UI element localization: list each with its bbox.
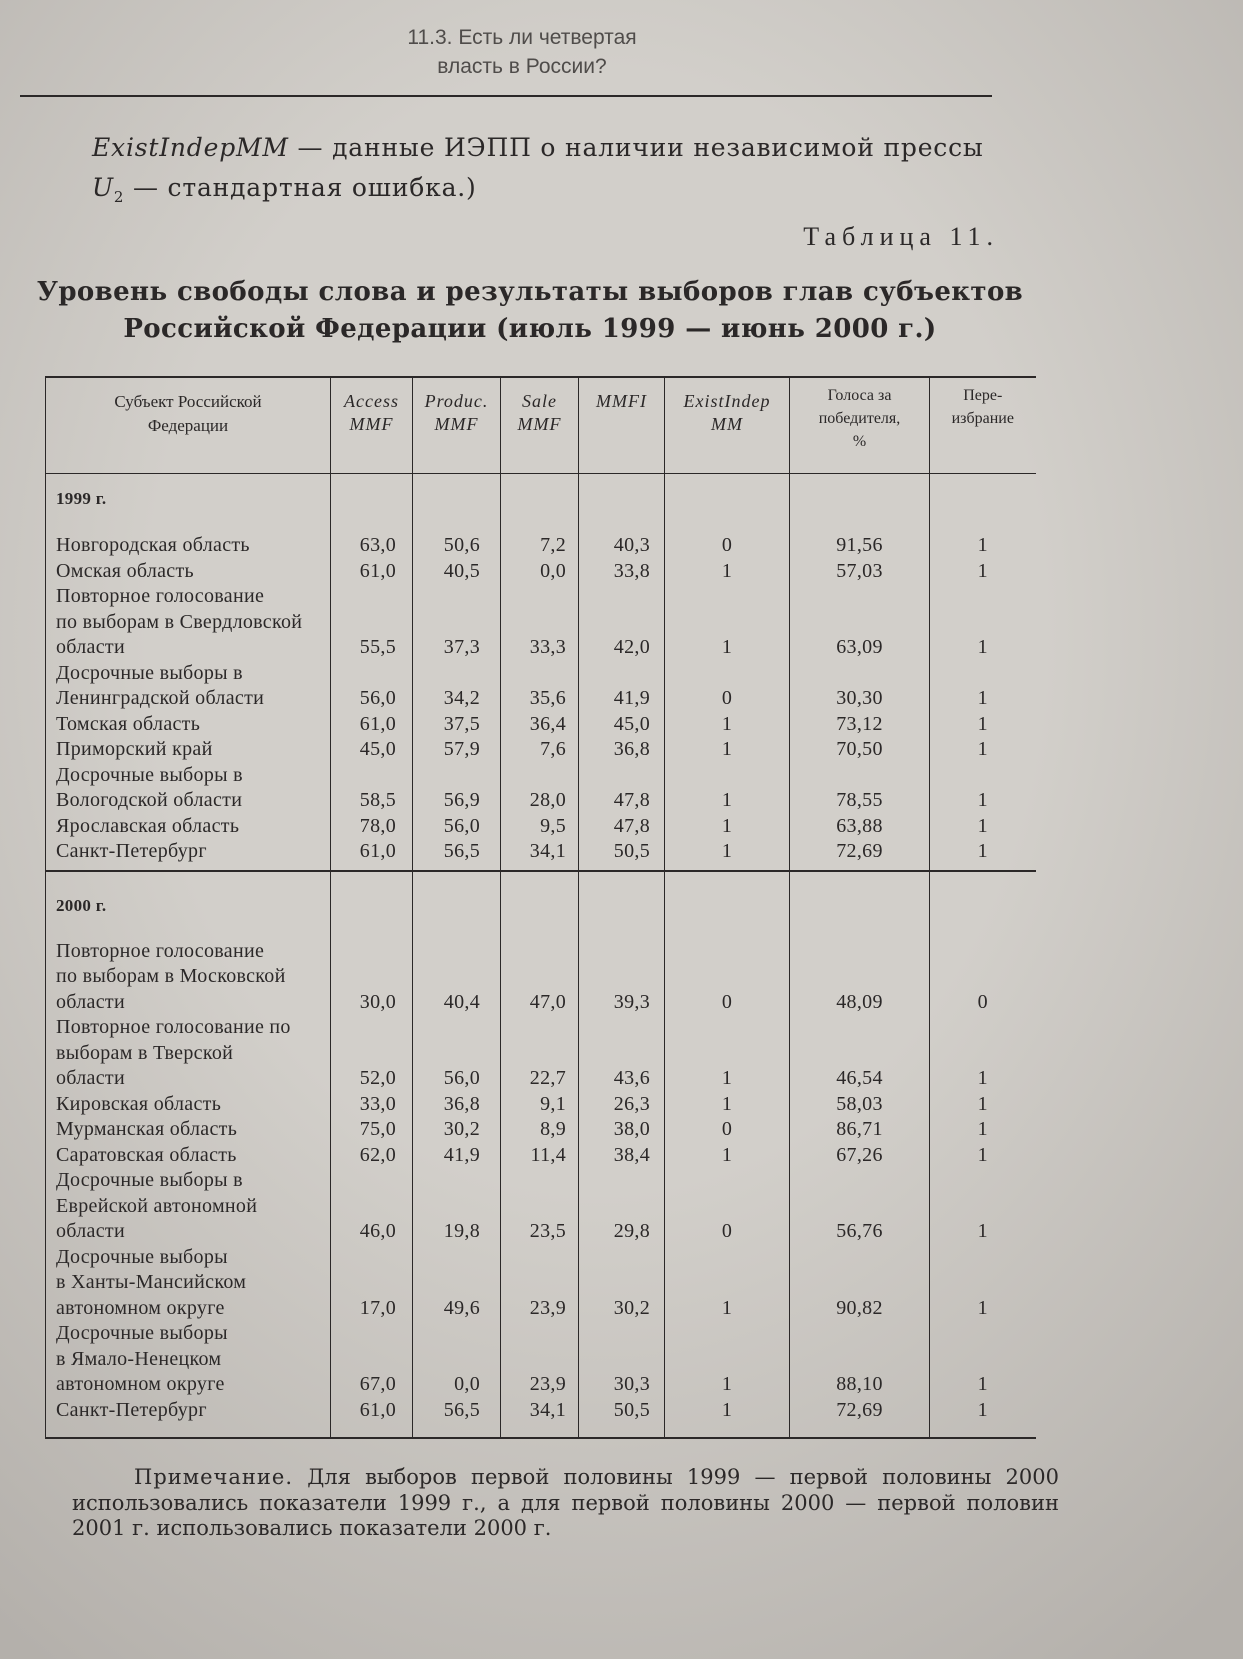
section-label: 1999 г.: [46, 473, 331, 533]
cell-access: 61,0: [331, 1398, 413, 1424]
cell-access: 67,0: [331, 1321, 413, 1398]
cell-subject: Санкт-Петербург: [46, 1398, 331, 1424]
cell-sale: 33,3: [501, 584, 579, 661]
empty-cell: [930, 473, 1036, 533]
note-text: Для выборов первой половины 1999 — первой половины 2000: [307, 1465, 1059, 1489]
empty-cell: [665, 473, 790, 533]
cell-reelection: 1: [930, 814, 1036, 840]
empty-cell: [930, 1423, 1036, 1438]
cell-sale: 34,1: [501, 839, 579, 865]
header-rule: [20, 95, 992, 97]
cell-votes: 72,69: [790, 839, 930, 865]
cell-produc: 57,9: [413, 737, 501, 763]
data-table: [45, 376, 1036, 1439]
table-row: [46, 1092, 1036, 1118]
cell-mmfi: 38,0: [579, 1117, 665, 1143]
note-line: использовались показатели 1999 г., а для первой половины 2000 — первой половин: [72, 1490, 1059, 1515]
table-row: [46, 1321, 1036, 1398]
cell-reelection: 1: [930, 712, 1036, 738]
table-row: [46, 737, 1036, 763]
empty-cell: [790, 473, 930, 533]
table-row: [46, 1398, 1036, 1424]
column-header-mmfi: MMFI: [579, 377, 665, 473]
cell-access: 56,0: [331, 661, 413, 712]
cell-existindep: 0: [665, 661, 790, 712]
cell-access: 61,0: [331, 839, 413, 865]
empty-cell: [331, 1423, 413, 1438]
cell-subject: Омская область: [46, 559, 331, 585]
intro-description: — данные ИЭПП о наличии независимой прессы: [297, 133, 984, 162]
cell-reelection: 1: [930, 1168, 1036, 1245]
cell-subject: Повторное голосование по выборам в Тверской области: [46, 1015, 331, 1092]
cell-sale: 28,0: [501, 763, 579, 814]
table-row: [46, 533, 1036, 559]
empty-cell: [501, 871, 579, 939]
section-label-row: [46, 871, 1036, 939]
cell-produc: 0,0: [413, 1321, 501, 1398]
cell-produc: 50,6: [413, 533, 501, 559]
cell-existindep: 1: [665, 1398, 790, 1424]
table-row: [46, 1015, 1036, 1092]
cell-mmfi: 50,5: [579, 839, 665, 865]
cell-existindep: 1: [665, 763, 790, 814]
cell-existindep: 1: [665, 584, 790, 661]
cell-sale: 23,5: [501, 1168, 579, 1245]
cell-subject: Кировская область: [46, 1092, 331, 1118]
cell-access: 55,5: [331, 584, 413, 661]
table-row: [46, 1117, 1036, 1143]
cell-subject: Мурманская область: [46, 1117, 331, 1143]
intro-line: [92, 168, 984, 208]
cell-sale: 23,9: [501, 1245, 579, 1322]
cell-mmfi: 47,8: [579, 763, 665, 814]
intro-subscript: 2: [113, 188, 125, 206]
cell-produc: 37,3: [413, 584, 501, 661]
cell-existindep: 0: [665, 1117, 790, 1143]
cell-produc: 37,5: [413, 712, 501, 738]
table-title: [35, 274, 1025, 348]
note-line: [72, 1465, 1059, 1491]
column-header-produc: Produc. MMF: [413, 377, 501, 473]
cell-produc: 40,5: [413, 559, 501, 585]
running-head: [0, 23, 1044, 81]
cell-subject: Досрочные выборы в Вологодской области: [46, 763, 331, 814]
table-row: [46, 584, 1036, 661]
cell-votes: 30,30: [790, 661, 930, 712]
cell-votes: 70,50: [790, 737, 930, 763]
cell-reelection: 1: [930, 737, 1036, 763]
cell-existindep: 0: [665, 533, 790, 559]
cell-mmfi: 47,8: [579, 814, 665, 840]
cell-access: 33,0: [331, 1092, 413, 1118]
cell-access: 58,5: [331, 763, 413, 814]
cell-existindep: 1: [665, 814, 790, 840]
empty-cell: [665, 871, 790, 939]
column-header-votes: Голоса за победителя, %: [790, 377, 930, 473]
cell-subject: Санкт-Петербург: [46, 839, 331, 865]
table-row: [46, 559, 1036, 585]
header-row: [46, 377, 1036, 473]
cell-mmfi: 29,8: [579, 1168, 665, 1245]
intro-term: ExistIndepMM: [92, 133, 289, 162]
table-row: [46, 712, 1036, 738]
cell-produc: 49,6: [413, 1245, 501, 1322]
cell-sale: 47,0: [501, 939, 579, 1016]
cell-reelection: 1: [930, 1321, 1036, 1398]
cell-sale: 36,4: [501, 712, 579, 738]
cell-access: 78,0: [331, 814, 413, 840]
cell-votes: 78,55: [790, 763, 930, 814]
cell-existindep: 1: [665, 1092, 790, 1118]
cell-subject: Досрочные выборы в Ленинградской области: [46, 661, 331, 712]
cell-sale: 35,6: [501, 661, 579, 712]
empty-cell: [579, 871, 665, 939]
empty-cell: [665, 1423, 790, 1438]
cell-mmfi: 26,3: [579, 1092, 665, 1118]
intro-text: [92, 128, 984, 208]
empty-cell: [579, 473, 665, 533]
cell-existindep: 1: [665, 1321, 790, 1398]
note-label: Примечание.: [134, 1465, 294, 1489]
cell-existindep: 0: [665, 1168, 790, 1245]
cell-votes: 73,12: [790, 712, 930, 738]
cell-votes: 48,09: [790, 939, 930, 1016]
cell-reelection: 1: [930, 1092, 1036, 1118]
cell-subject: Приморский край: [46, 737, 331, 763]
cell-access: 61,0: [331, 712, 413, 738]
empty-cell: [930, 871, 1036, 939]
table-row: [46, 661, 1036, 712]
table-label: Таблица 11.: [803, 222, 999, 251]
empty-cell: [331, 473, 413, 533]
cell-votes: 63,88: [790, 814, 930, 840]
intro-line: [92, 128, 984, 168]
cell-subject: Повторное голосование по выборам в Свердловской области: [46, 584, 331, 661]
cell-produc: 56,5: [413, 1398, 501, 1424]
cell-produc: 56,5: [413, 839, 501, 865]
cell-existindep: 1: [665, 1015, 790, 1092]
cell-sale: 0,0: [501, 559, 579, 585]
cell-existindep: 0: [665, 939, 790, 1016]
cell-access: 75,0: [331, 1117, 413, 1143]
cell-subject: Повторное голосование по выборам в Московской области: [46, 939, 331, 1016]
cell-produc: 56,0: [413, 814, 501, 840]
cell-sale: 7,2: [501, 533, 579, 559]
empty-cell: [790, 1423, 930, 1438]
cell-sale: 9,1: [501, 1092, 579, 1118]
cell-existindep: 1: [665, 1143, 790, 1169]
cell-mmfi: 43,6: [579, 1015, 665, 1092]
cell-votes: 91,56: [790, 533, 930, 559]
cell-subject: Томская область: [46, 712, 331, 738]
empty-cell: [331, 871, 413, 939]
cell-subject: Ярославская область: [46, 814, 331, 840]
intro-term: U: [92, 173, 114, 202]
cell-mmfi: 33,8: [579, 559, 665, 585]
cell-sale: 22,7: [501, 1015, 579, 1092]
cell-mmfi: 41,9: [579, 661, 665, 712]
cell-existindep: 1: [665, 737, 790, 763]
table-row: [46, 1168, 1036, 1245]
cell-sale: 8,9: [501, 1117, 579, 1143]
empty-cell: [46, 1423, 331, 1438]
running-head-line: 11.3. Есть ли четвертая: [407, 26, 637, 49]
cell-existindep: 1: [665, 712, 790, 738]
cell-reelection: 1: [930, 1245, 1036, 1322]
table-row: [46, 1245, 1036, 1322]
empty-cell: [413, 871, 501, 939]
intro-description: — стандартная ошибка.): [132, 173, 477, 202]
cell-mmfi: 38,4: [579, 1143, 665, 1169]
section-spacer-row: [46, 1423, 1036, 1438]
cell-mmfi: 50,5: [579, 1398, 665, 1424]
cell-reelection: 0: [930, 939, 1036, 1016]
cell-produc: 30,2: [413, 1117, 501, 1143]
cell-produc: 19,8: [413, 1168, 501, 1245]
empty-cell: [501, 1423, 579, 1438]
cell-votes: 63,09: [790, 584, 930, 661]
cell-produc: 34,2: [413, 661, 501, 712]
running-head-line: власть в России?: [437, 55, 607, 78]
empty-cell: [413, 1423, 501, 1438]
table-row: [46, 763, 1036, 814]
cell-subject: Досрочные выборы в Ямало-Ненецком автономном округе: [46, 1321, 331, 1398]
table-row: [46, 939, 1036, 1016]
cell-reelection: 1: [930, 1143, 1036, 1169]
cell-votes: 86,71: [790, 1117, 930, 1143]
cell-existindep: 1: [665, 839, 790, 865]
cell-subject: Саратовская область: [46, 1143, 331, 1169]
cell-reelection: 1: [930, 1117, 1036, 1143]
empty-cell: [790, 871, 930, 939]
note-line: 2001 г. использовались показатели 2000 г.: [72, 1516, 552, 1540]
cell-produc: 41,9: [413, 1143, 501, 1169]
table-header: [46, 377, 1036, 473]
cell-access: 46,0: [331, 1168, 413, 1245]
section-label: 2000 г.: [46, 871, 331, 939]
cell-votes: 56,76: [790, 1168, 930, 1245]
cell-produc: 56,9: [413, 763, 501, 814]
cell-mmfi: 45,0: [579, 712, 665, 738]
empty-cell: [579, 1423, 665, 1438]
cell-produc: 56,0: [413, 1015, 501, 1092]
cell-access: 30,0: [331, 939, 413, 1016]
cell-reelection: 1: [930, 533, 1036, 559]
cell-access: 45,0: [331, 737, 413, 763]
cell-existindep: 1: [665, 559, 790, 585]
cell-reelection: 1: [930, 1015, 1036, 1092]
cell-votes: 90,82: [790, 1245, 930, 1322]
table-row: [46, 814, 1036, 840]
cell-reelection: 1: [930, 1398, 1036, 1424]
section-label-row: [46, 473, 1036, 533]
cell-votes: 57,03: [790, 559, 930, 585]
cell-mmfi: 30,3: [579, 1321, 665, 1398]
cell-subject: Досрочные выборы в Ханты-Мансийском автономном округе: [46, 1245, 331, 1322]
cell-mmfi: 39,3: [579, 939, 665, 1016]
cell-votes: 88,10: [790, 1321, 930, 1398]
cell-reelection: 1: [930, 763, 1036, 814]
table-title-line: Уровень свободы слова и результаты выборов глав субъектов: [36, 277, 1024, 307]
table-title-line: Российской Федерации (июль 1999 — июнь 2000 г.): [123, 314, 937, 344]
cell-sale: 34,1: [501, 1398, 579, 1424]
table-body: [46, 473, 1036, 1438]
table-note: [72, 1465, 1059, 1542]
cell-subject: Новгородская область: [46, 533, 331, 559]
cell-sale: 11,4: [501, 1143, 579, 1169]
cell-votes: 72,69: [790, 1398, 930, 1424]
empty-cell: [501, 473, 579, 533]
column-header-sale: Sale MMF: [501, 377, 579, 473]
cell-mmfi: 42,0: [579, 584, 665, 661]
cell-reelection: 1: [930, 839, 1036, 865]
cell-access: 52,0: [331, 1015, 413, 1092]
column-header-existindep: ExistIndep MM: [665, 377, 790, 473]
cell-produc: 40,4: [413, 939, 501, 1016]
cell-sale: 7,6: [501, 737, 579, 763]
cell-existindep: 1: [665, 1245, 790, 1322]
cell-access: 62,0: [331, 1143, 413, 1169]
cell-votes: 46,54: [790, 1015, 930, 1092]
cell-reelection: 1: [930, 661, 1036, 712]
cell-sale: 23,9: [501, 1321, 579, 1398]
cell-mmfi: 40,3: [579, 533, 665, 559]
cell-access: 63,0: [331, 533, 413, 559]
cell-mmfi: 36,8: [579, 737, 665, 763]
cell-produc: 36,8: [413, 1092, 501, 1118]
table-row: [46, 839, 1036, 865]
cell-mmfi: 30,2: [579, 1245, 665, 1322]
cell-reelection: 1: [930, 559, 1036, 585]
column-header-subject: Субъект Российской Федерации: [46, 377, 331, 473]
cell-votes: 67,26: [790, 1143, 930, 1169]
column-header-access: Access MMF: [331, 377, 413, 473]
cell-sale: 9,5: [501, 814, 579, 840]
column-header-reelection: Пере- избрание: [930, 377, 1036, 473]
cell-access: 61,0: [331, 559, 413, 585]
table-row: [46, 1143, 1036, 1169]
empty-cell: [413, 473, 501, 533]
cell-votes: 58,03: [790, 1092, 930, 1118]
cell-reelection: 1: [930, 584, 1036, 661]
cell-subject: Досрочные выборы в Еврейской автономной области: [46, 1168, 331, 1245]
cell-access: 17,0: [331, 1245, 413, 1322]
